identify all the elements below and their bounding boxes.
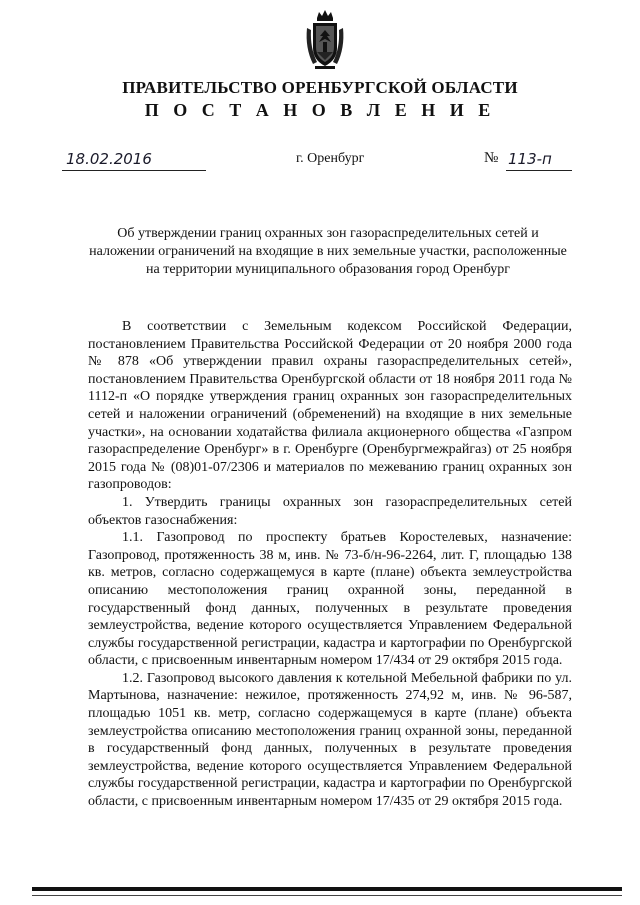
body-paragraph: 1.1. Газопровод по проспекту братьев Коростелевых, назначение: Газопровод, протяженность 38 м, инв. № 73-б/н-96-2264, лит. Г, площадью 138 кв. метров, согласно содержащемуся в карте (плане) объекта землеустройства описанию местоположения границ охранной зоны, переданной в государственный фонд данных, полученных в результате проведения землеустройства, ведение которого осуществляется Управлением Федеральной службы государственной регистрации, кадастра и картографии по Оренбургской области, с присвоенным инвентарным номером 17/434 от 29 октября 2015 года. bbox=[88, 530, 572, 669]
body-paragraph: 1.2. Газопровод высокого давления к котельной Мебельной фабрики по ул. Мартынова, назначение: нежилое, протяженность 274,92 м, инв. № 96-587, площадью 1051 кв. метр, согласно содержащемуся в карте (плане) объекта землеустройства описанию местоположения границ охранной зоны, переданной в государственный фонд данных, полученных в результате проведения землеустройства, ведение которого осуществляется Управлением Федеральной службы государственной регистрации, кадастра и картографии по Оренбургской области, с присвоенным инвентарным номером 17/435 от 29 октября 2015 года. bbox=[88, 670, 572, 810]
handwritten-number: 113-п bbox=[506, 150, 572, 171]
scan-edge-bar bbox=[32, 887, 622, 891]
organization-name: ПРАВИТЕЛЬСТВО ОРЕНБУРГСКОЙ ОБЛАСТИ bbox=[122, 78, 518, 97]
document-body bbox=[88, 318, 572, 811]
scan-edge-line bbox=[32, 895, 622, 896]
body-paragraph: 1. Утвердить границы охранных зон газораспределительных сетей объектов газоснабжения: bbox=[88, 494, 572, 528]
handwritten-date: 18.02.2016 bbox=[62, 150, 206, 171]
body-paragraph: В соответствии с Земельным кодексом Российской Федерации, постановлением Правительства Российской Федерации от 20 ноября 2000 года № 878 «Об утверждении правил охраны газораспределительных сетей», постановлением Правительства Оренбургской области от 18 ноября 2011 года № 1112-п «О порядке утверждения границ охранных зон газораспределительных сетей и наложении ограничений (обременений) на входящие в них земельные участки», на основании ходатайства филиала акционерного общества «Газпром газораспределение Оренбург» в г. Оренбурге (Оренбургмежрайгаз) от 25 ноября 2015 года № (08)01-07/2306 и материалов по межеванию границ охранных зон газопроводов: bbox=[88, 319, 572, 493]
number-label: № bbox=[484, 150, 499, 166]
city-label: г. Оренбург bbox=[296, 151, 365, 166]
coat-of-arms-icon bbox=[303, 8, 347, 72]
document-title: Об утверждении границ охранных зон газораспределительных сетей и наложении ограничений на входящие в них земельные участки, расположенные на территории муниципального образования город Оренбург bbox=[89, 226, 567, 277]
document-type: П О С Т А Н О В Л Е Н И Е bbox=[144, 100, 496, 120]
